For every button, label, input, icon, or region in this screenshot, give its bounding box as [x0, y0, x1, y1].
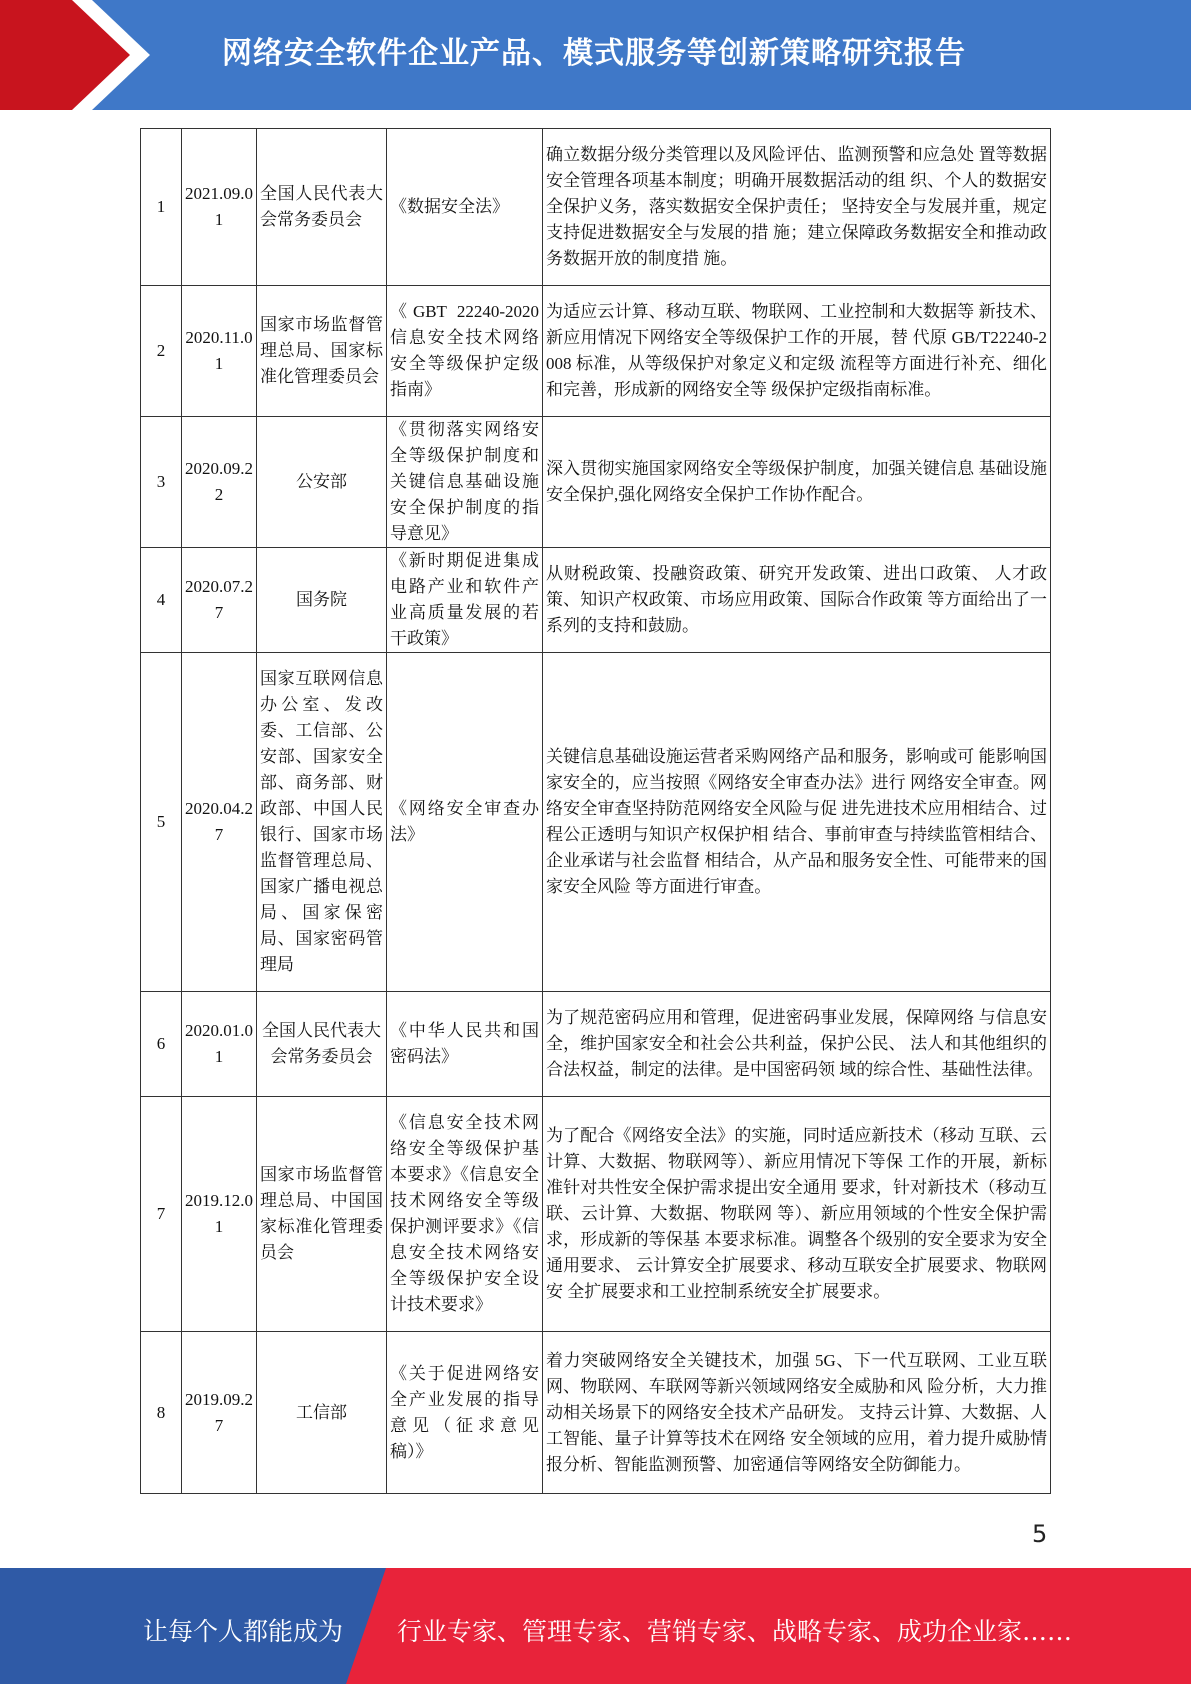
table-row — [141, 129, 1051, 286]
row-issuer: 公安部 — [257, 417, 387, 548]
row-number: 4 — [141, 548, 182, 653]
row-number: 3 — [141, 417, 182, 548]
row-number: 6 — [141, 992, 182, 1097]
row-policy-name: 《贯彻落实网络安全等级保护制度和关键信息基础设施安全保护制度的指导意见》 — [387, 417, 543, 548]
row-policy-name: 《GBT 22240-2020 信息安全技术网络安全等级保护定级指南》 — [387, 286, 543, 417]
row-date: 2020.01.01 — [182, 992, 257, 1097]
row-policy-name: 《新时期促进集成电路产业和软件产业高质量发展的若干政策》 — [387, 548, 543, 653]
row-policy-name: 《中华人民共和国密码法》 — [387, 992, 543, 1097]
table-row — [141, 992, 1051, 1097]
row-date: 2019.12.01 — [182, 1097, 257, 1332]
table-row — [141, 286, 1051, 417]
row-issuer: 国家市场监督管理总局、国家标准化管理委员会 — [257, 286, 387, 417]
row-issuer: 工信部 — [257, 1332, 387, 1494]
row-number: 2 — [141, 286, 182, 417]
page-number: 5 — [1032, 1520, 1048, 1548]
row-policy-name: 《信息安全技术网络安全等级保护基本要求》《信息安全技术网络安全等级保护测评要求》《信息安全技术网络安全等级保护安全设计技术要求》 — [387, 1097, 543, 1332]
header-title: 网络安全软件企业产品、模式服务等创新策略研究报告 — [222, 36, 966, 71]
header-arrow-decoration — [0, 0, 150, 110]
row-date: 2020.11.01 — [182, 286, 257, 417]
row-issuer: 国务院 — [257, 548, 387, 653]
row-description: 关键信息基础设施运营者采购网络产品和服务，影响或可 能影响国家安全的，应当按照《网络安全审查办法》进行 网络安全审查。网络安全审查坚持防范网络安全风险与促 进先进技术应用相结合、过程公正透明与知识产权保护相 结合、事前审查与持续监管相结合、企业承诺与社会监督 相结合，从产品和服务安全性、可能带来的国家安全风险 等方面进行审查。 — [543, 653, 1051, 992]
row-policy-name: 《网络安全审查办法》 — [387, 653, 543, 992]
row-issuer: 国家互联网信息办公室、发改委、工信部、公安部、国家安全部、商务部、财政部、中国人民银行、国家市场监督管理总局、国家广播电视总局、国家保密局、国家密码管理局 — [257, 653, 387, 992]
row-number: 8 — [141, 1332, 182, 1494]
table-row — [141, 653, 1051, 992]
row-issuer: 国家市场监督管理总局、中国国家标准化管理委员会 — [257, 1097, 387, 1332]
row-description: 为了规范密码应用和管理，促进密码事业发展，保障网络 与信息安全，维护国家安全和社会公共利益，保护公民、 法人和其他组织的合法权益，制定的法律。是中国密码领 域的综合性、基础性法律。 — [543, 992, 1051, 1097]
row-number: 5 — [141, 653, 182, 992]
row-date: 2020.04.27 — [182, 653, 257, 992]
row-description: 着力突破网络安全关键技术，加强 5G、下一代互联网、工业互联网、物联网、车联网等新兴领域网络安全威胁和风 险分析，大力推动相关场景下的网络安全技术产品研发。 支持云计算、大数据、人工智能、量子计算等技术在网络 安全领域的应用，着力提升威胁情报分析、智能监测预警、加密通信等网络安全防御能力。 — [543, 1332, 1051, 1494]
row-date: 2019.09.27 — [182, 1332, 257, 1494]
row-description: 深入贯彻实施国家网络安全等级保护制度，加强关键信息 基础设施安全保护,强化网络安全保护工作协作配合。 — [543, 417, 1051, 548]
row-description: 为了配合《网络安全法》的实施，同时适应新技术（移动 互联、云计算、大数据、物联网等）、新应用情况下等保 工作的开展，新标准针对共性安全保护需求提出安全通用 要求，针对新技术（移动互联、云计算、大数据、物联网 等）、新应用领域的个性安全保护需求，形成新的等保基 本要求标准。调整各个级别的安全要求为安全通用要求、 云计算安全扩展要求、移动互联安全扩展要求、物联网安 全扩展要求和工业控制系统安全扩展要求。 — [543, 1097, 1051, 1332]
row-policy-name: 《数据安全法》 — [387, 129, 543, 286]
row-issuer: 全国人民代表大会常务委员会 — [257, 129, 387, 286]
footer-slogan-left: 让每个人都能成为 — [143, 1617, 344, 1646]
row-date: 2021.09.01 — [182, 129, 257, 286]
table-row — [141, 1332, 1051, 1494]
row-policy-name: 《关于促进网络安全产业发展的指导意见（征求意见稿）》 — [387, 1332, 543, 1494]
policy-table — [140, 128, 1051, 1494]
page-header — [0, 0, 1191, 110]
row-number: 1 — [141, 129, 182, 286]
row-date: 2020.07.27 — [182, 548, 257, 653]
row-date: 2020.09.22 — [182, 417, 257, 548]
table-row — [141, 1097, 1051, 1332]
row-issuer: 全国人民代表大会常务委员会 — [257, 992, 387, 1097]
row-description: 为适应云计算、移动互联、物联网、工业控制和大数据等 新技术、新应用情况下网络安全等级保护工作的开展，替 代原 GB/T22240-2008 标准，从等级保护对象定义和定级 流程等方面进行补充、细化和完善，形成新的网络安全等 级保护定级指南标准。 — [543, 286, 1051, 417]
row-description: 从财税政策、投融资政策、研究开发政策、进出口政策、 人才政策、知识产权政策、市场应用政策、国际合作政策 等方面给出了一系列的支持和鼓励。 — [543, 548, 1051, 653]
footer-slogan-right: 行业专家、管理专家、营销专家、战略专家、成功企业家…… — [397, 1617, 1073, 1646]
row-number: 7 — [141, 1097, 182, 1332]
row-description: 确立数据分级分类管理以及风险评估、监测预警和应急处 置等数据安全管理各项基本制度；明确开展数据活动的组 织、个人的数据安全保护义务，落实数据安全保护责任； 坚持安全与发展并重，规定支持促进数据安全与发展的措 施；建立保障政务数据安全和推动政务数据开放的制度措 施。 — [543, 129, 1051, 286]
table-row — [141, 548, 1051, 653]
table-row — [141, 417, 1051, 548]
